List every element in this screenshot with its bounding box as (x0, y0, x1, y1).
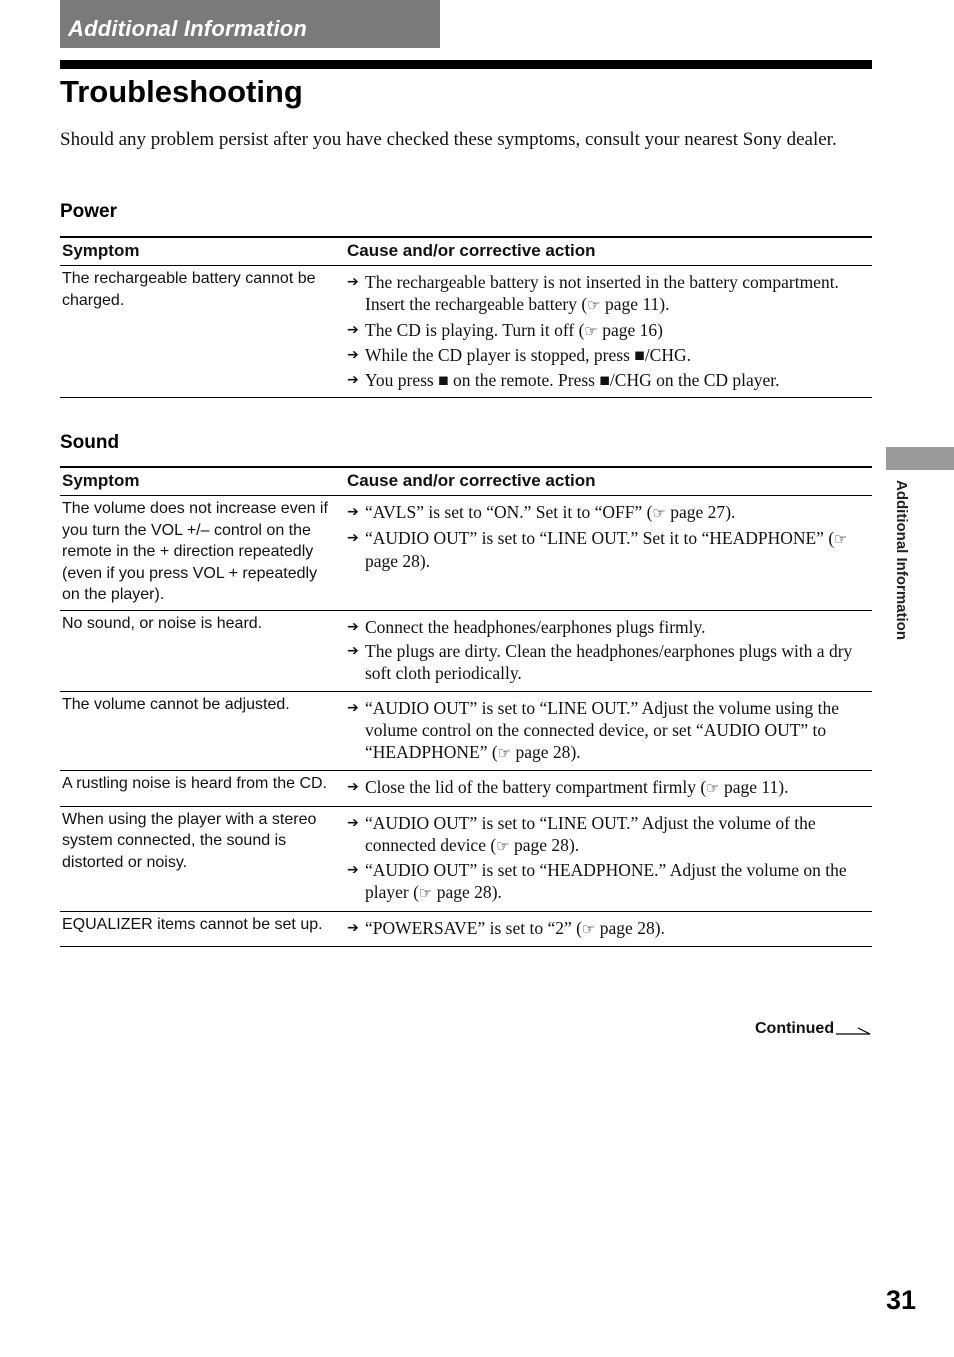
action-item (347, 776, 870, 799)
right-arrow-icon: ➔ (347, 618, 359, 635)
action-text-end: ) (657, 319, 663, 340)
table-row (60, 496, 872, 611)
pointing-hand-icon: ☞ (706, 779, 720, 797)
right-arrow-icon: ➔ (347, 643, 359, 659)
action-text: The rechargeable battery is not inserted in the battery compartment. Insert the rechargeable battery ( (365, 272, 839, 314)
page-reference: page 28 (599, 917, 655, 938)
table-row (60, 806, 872, 911)
action-text: Close the lid of the battery compartment firmly ( (365, 777, 707, 797)
symptom-header: Symptom (60, 237, 345, 266)
action-cell (345, 496, 872, 611)
action-text-end: ). (725, 502, 736, 522)
page-reference: page 16 (602, 319, 658, 340)
power-table (60, 236, 872, 398)
action-text: You press ■ on the remote. Press ■/CHG on the CD player. (365, 369, 780, 390)
title-rule (60, 60, 872, 69)
action-text-end: ). (419, 550, 431, 571)
action-cell (345, 691, 872, 771)
table-header-row (60, 467, 872, 496)
action-item (347, 501, 870, 524)
table-row (60, 691, 872, 771)
sound-rows (60, 496, 872, 947)
page-reference: page 28 (514, 834, 569, 855)
page-reference: page 11 (605, 294, 660, 314)
symptom-cell: The volume does not increase even if you turn the VOL +/– control on the remote in the + direction repeatedly (even if you press VOL + repeatedly on the player). (60, 496, 345, 611)
pointing-hand-icon: ☞ (496, 836, 510, 855)
power-heading: Power (60, 201, 118, 222)
page-reference: page 28 (365, 550, 420, 571)
table-row (60, 771, 872, 807)
symptom-cell: A rustling noise is heard from the CD. (60, 771, 345, 807)
action-item (347, 859, 870, 904)
action-cell (345, 911, 872, 947)
action-text-end: ). (659, 294, 670, 314)
pointing-hand-icon: ☞ (587, 296, 601, 314)
right-arrow-icon: ➔ (347, 779, 359, 795)
action-text: “AVLS” is set to “ON.” Set it to “OFF” ( (365, 502, 653, 522)
action-text-end: ). (568, 834, 580, 855)
pointing-hand-icon: ☞ (581, 919, 596, 938)
action-item (347, 271, 870, 316)
pointing-hand-icon: ☞ (584, 321, 598, 340)
symptom-cell: EQUALIZER items cannot be set up. (60, 911, 345, 947)
right-arrow-icon: ➔ (347, 529, 359, 546)
right-arrow-icon: ➔ (347, 814, 359, 831)
right-arrow-icon: ➔ (347, 321, 359, 338)
sound-table (60, 466, 872, 947)
action-item (347, 917, 870, 940)
action-item (347, 697, 870, 764)
action-item (347, 616, 870, 638)
action-text-end: ). (570, 741, 581, 762)
action-text: The plugs are dirty. Clean the headphones/earphones plugs with a dry soft cloth periodically. (365, 641, 853, 683)
right-arrow-icon: ➔ (347, 862, 359, 878)
action-text: The CD is playing. Turn it off ( (365, 319, 585, 340)
page-reference: page 28 (436, 882, 492, 902)
action-cell (345, 771, 872, 807)
table-row (60, 610, 872, 691)
action-text: While the CD player is stopped, press ■/CHG. (365, 345, 692, 365)
action-text-end: ). (654, 917, 665, 938)
pointing-hand-icon: ☞ (834, 529, 848, 548)
right-arrow-icon: ➔ (347, 274, 359, 290)
sound-heading: Sound (60, 432, 120, 453)
right-arrow-icon: ➔ (347, 504, 359, 520)
action-item (347, 369, 870, 391)
side-tab-label: Additional Information (893, 480, 910, 640)
pointing-hand-icon: ☞ (652, 504, 666, 522)
section-header-bar (60, 0, 440, 48)
pointing-hand-icon: ☞ (418, 884, 433, 902)
action-item (347, 319, 870, 342)
table-header-row (60, 237, 872, 266)
symptom-cell: The volume cannot be adjusted. (60, 691, 345, 771)
symptom-header: Symptom (60, 467, 345, 496)
cause-header: Cause and/or corrective action (345, 467, 872, 496)
action-cell (345, 266, 872, 398)
cause-header: Cause and/or corrective action (345, 237, 872, 266)
action-text: “AUDIO OUT” is set to “LINE OUT.” Adjust the volume of the connected device ( (365, 812, 816, 855)
table-row (60, 266, 872, 398)
symptom-cell: When using the player with a stereo system connected, the sound is distorted or noisy. (60, 806, 345, 911)
intro-paragraph: Should any problem persist after you have checked these symptoms, consult your nearest Sony dealer. (60, 129, 837, 150)
right-arrow-icon: ➔ (347, 371, 359, 388)
action-item (347, 812, 870, 857)
page-reference: page 28 (515, 741, 571, 762)
page-reference: page 11 (723, 777, 779, 797)
symptom-cell: The rechargeable battery cannot be charged. (60, 266, 345, 398)
side-tab-marker (886, 447, 954, 470)
action-text: “POWERSAVE” is set to “2” ( (365, 917, 582, 938)
action-item (347, 640, 870, 684)
pointing-hand-icon: ☞ (497, 743, 512, 762)
continued-arrow-icon (836, 1026, 872, 1036)
action-cell (345, 610, 872, 691)
power-rows (60, 266, 872, 398)
action-item (347, 344, 870, 366)
action-text-end: ). (491, 882, 502, 902)
section-header-label: Additional Information (68, 16, 308, 41)
continued-label: Continued (755, 1020, 835, 1037)
page-reference: page 27 (670, 502, 726, 522)
action-item (347, 527, 870, 572)
action-text: Connect the headphones/earphones plugs firmly. (365, 616, 706, 637)
right-arrow-icon: ➔ (347, 919, 359, 936)
action-text: “AUDIO OUT” is set to “HEADPHONE.” Adjust the volume on the player ( (365, 860, 847, 902)
table-row (60, 911, 872, 947)
page-number: 31 (886, 1285, 917, 1315)
symptom-cell: No sound, or noise is heard. (60, 610, 345, 691)
action-text-end: ). (778, 777, 789, 797)
action-text: “AUDIO OUT” is set to “LINE OUT.” Set it to “HEADPHONE” ( (365, 527, 835, 548)
right-arrow-icon: ➔ (347, 699, 359, 716)
right-arrow-icon: ➔ (347, 347, 359, 363)
page-title: Troubleshooting (60, 74, 303, 109)
action-cell (345, 806, 872, 911)
action-text: “AUDIO OUT” is set to “LINE OUT.” Adjust the volume using the volume control on the connected device, or set “AUDIO OUT” to “HEADPHONE” ( (365, 697, 840, 762)
